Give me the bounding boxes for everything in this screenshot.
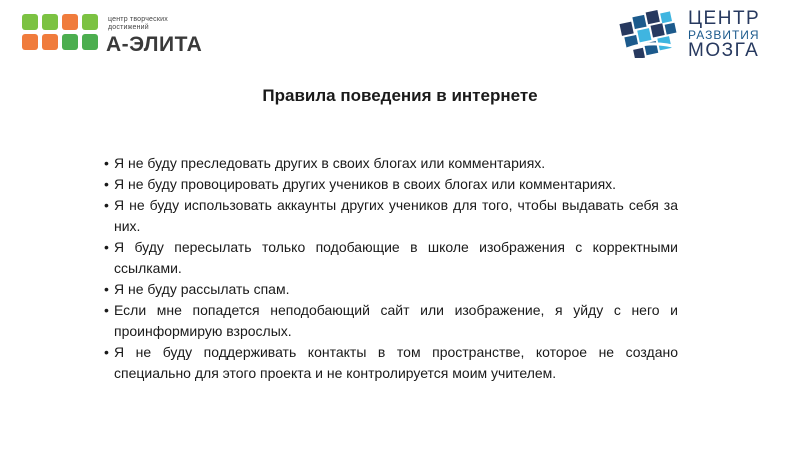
rule-item: • Я не буду рассылать спам. (106, 279, 678, 300)
rule-item: • Я не буду поддерживать контакты в том пространстве, которое не создано специально для этого проекта и не контролируется моим учителем. (106, 342, 678, 384)
brain-center-logo (618, 6, 788, 60)
rule-item: • Если мне попадется неподобающий сайт или изображение, я уйду с него и проинформирую взрослых. (106, 300, 678, 342)
logo-subtitle: центр творческих достижений (108, 16, 168, 31)
brain-globe-icon (618, 8, 682, 58)
logo-tile (42, 34, 58, 50)
logo-tile (62, 34, 78, 50)
rules-list (106, 153, 678, 384)
logo-brand-name: А-ЭЛИТА (106, 33, 203, 56)
logo-word-development: РАЗВИТИЯ (688, 28, 760, 42)
rule-item: • Я не буду использовать аккаунты других учеников для того, чтобы выдавать себя за них. (106, 195, 678, 237)
logo-tile (22, 34, 38, 50)
logo-tile (62, 14, 78, 30)
logo-word-center: ЦЕНТР (688, 8, 761, 29)
logo-tile (82, 14, 98, 30)
logo-tile (42, 14, 58, 30)
rule-item: • Я не буду преследовать других в своих блогах или комментариях. (106, 153, 678, 174)
a-elita-logo (22, 12, 212, 58)
logo-word-brain: МОЗГА (688, 40, 760, 61)
rule-item: • Я буду пересылать только подобающие в школе изображения с корректными ссылками. (106, 237, 678, 279)
rule-item: • Я не буду провоцировать других учеников в своих блогах или комментариях. (106, 174, 678, 195)
logo-tile (82, 34, 98, 50)
page-title: Правила поведения в интернете (262, 86, 538, 105)
logo-tile (22, 14, 38, 30)
